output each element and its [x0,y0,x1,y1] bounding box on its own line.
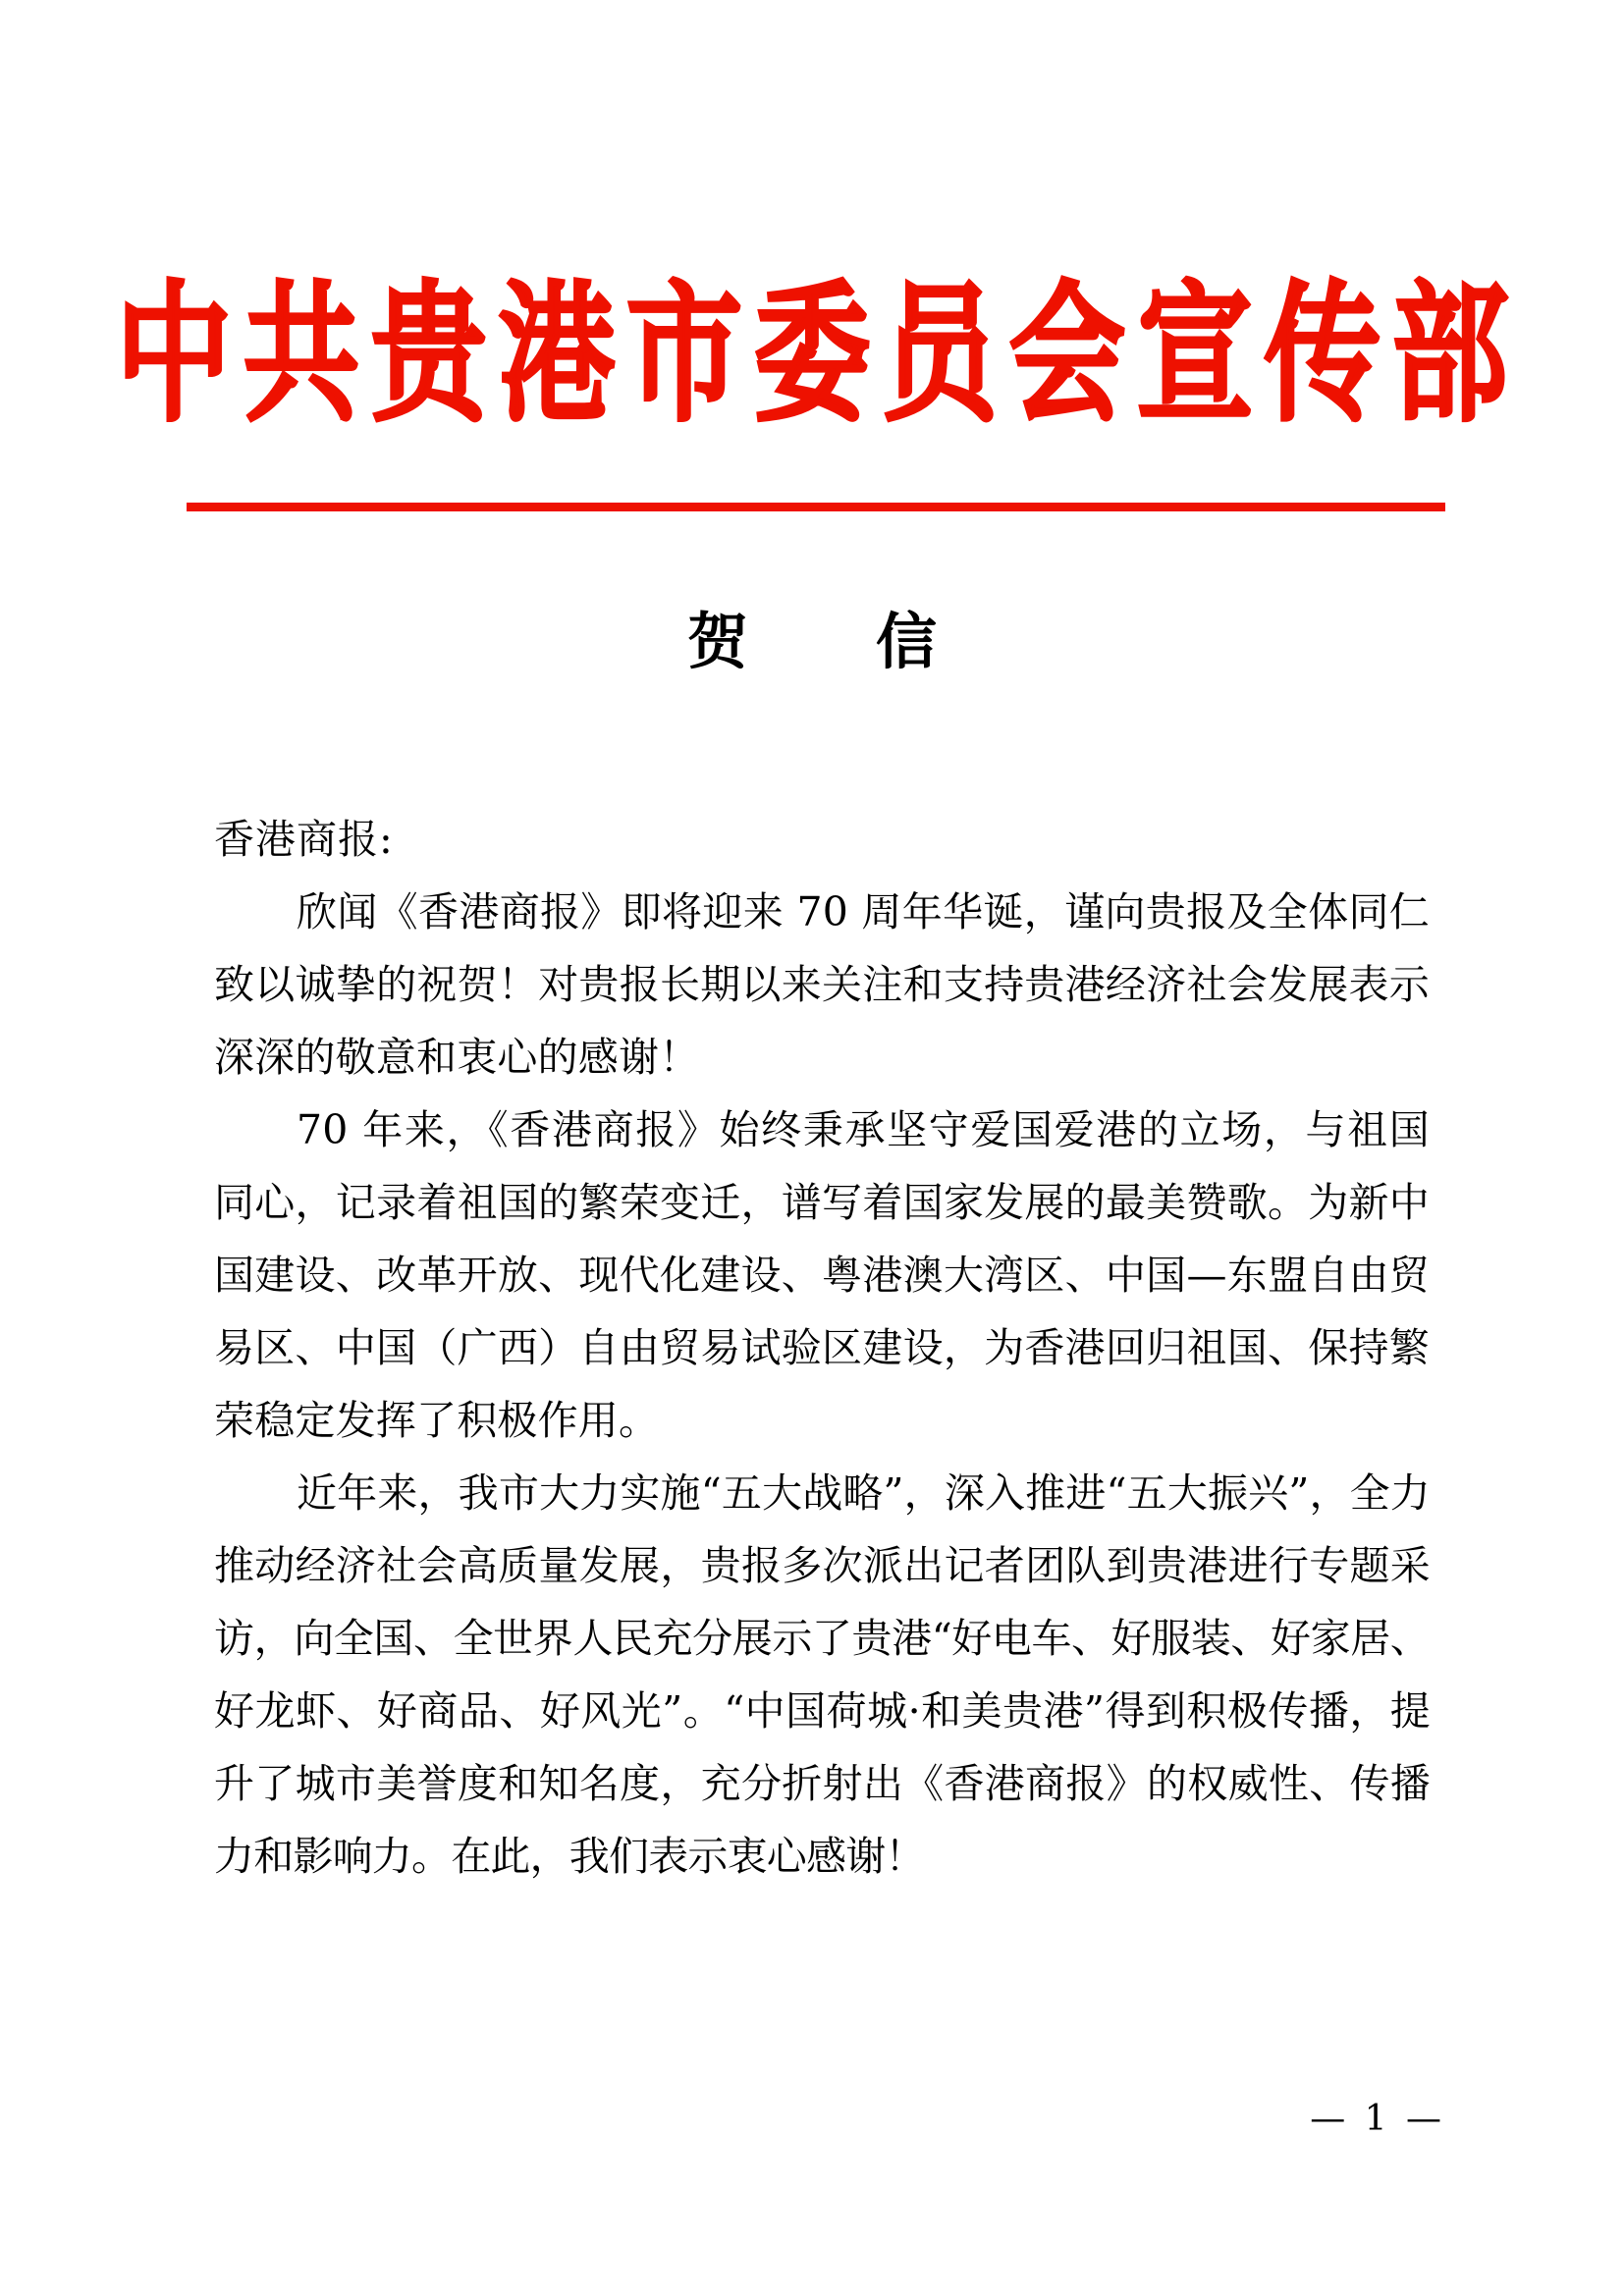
letterhead [0,264,1624,443]
letterhead-red-rule [187,503,1445,511]
body-paragraph-3: 近年来，我市大力实施“五大战略”，深入推进“五大振兴”，全力推动经济社会高质量发展，贵报多次派出记者团队到贵港进行专题采访，向全国、全世界人民充分展示了贵港“好电车、好服装、好家居、好龙虾、好商品、好风光”。“中国荷城·和美贵港”得到积极传播，提升了城市美誉度和知名度，充分折射出《香港商报》的权威性、传播力和影响力。在此，我们表示衷心感谢！ [214,1469,1430,1880]
page-title: 贺 信 [686,606,970,677]
body-paragraph-2: 70 年来，《香港商报》始终秉承坚守爱国爱港的立场，与祖国同心，记录着祖国的繁荣变迁，谱写着国家发展的最美赞歌。为新中国建设、改革开放、现代化建设、粤港澳大湾区、中国—东盟自由贸易区、中国（广西）自由贸易试验区建设，为香港回归祖国、保持繁荣稳定发挥了积极作用。 [214,1106,1430,1444]
letterhead-organization-title: 中共贵港市委员会宣传部 [115,264,1520,443]
salutation: 香港商报: [214,816,394,863]
document-body [214,803,1430,1893]
page-number: — 1 — [1310,2099,1445,2139]
body-paragraph-1: 欣闻《香港商报》即将迎来 70 周年华诞，谨向贵报及全体同仁致以诚挚的祝贺！对贵报长期以来关注和支持贵港经济社会发展表示深深的敬意和衷心的感谢！ [214,888,1430,1081]
